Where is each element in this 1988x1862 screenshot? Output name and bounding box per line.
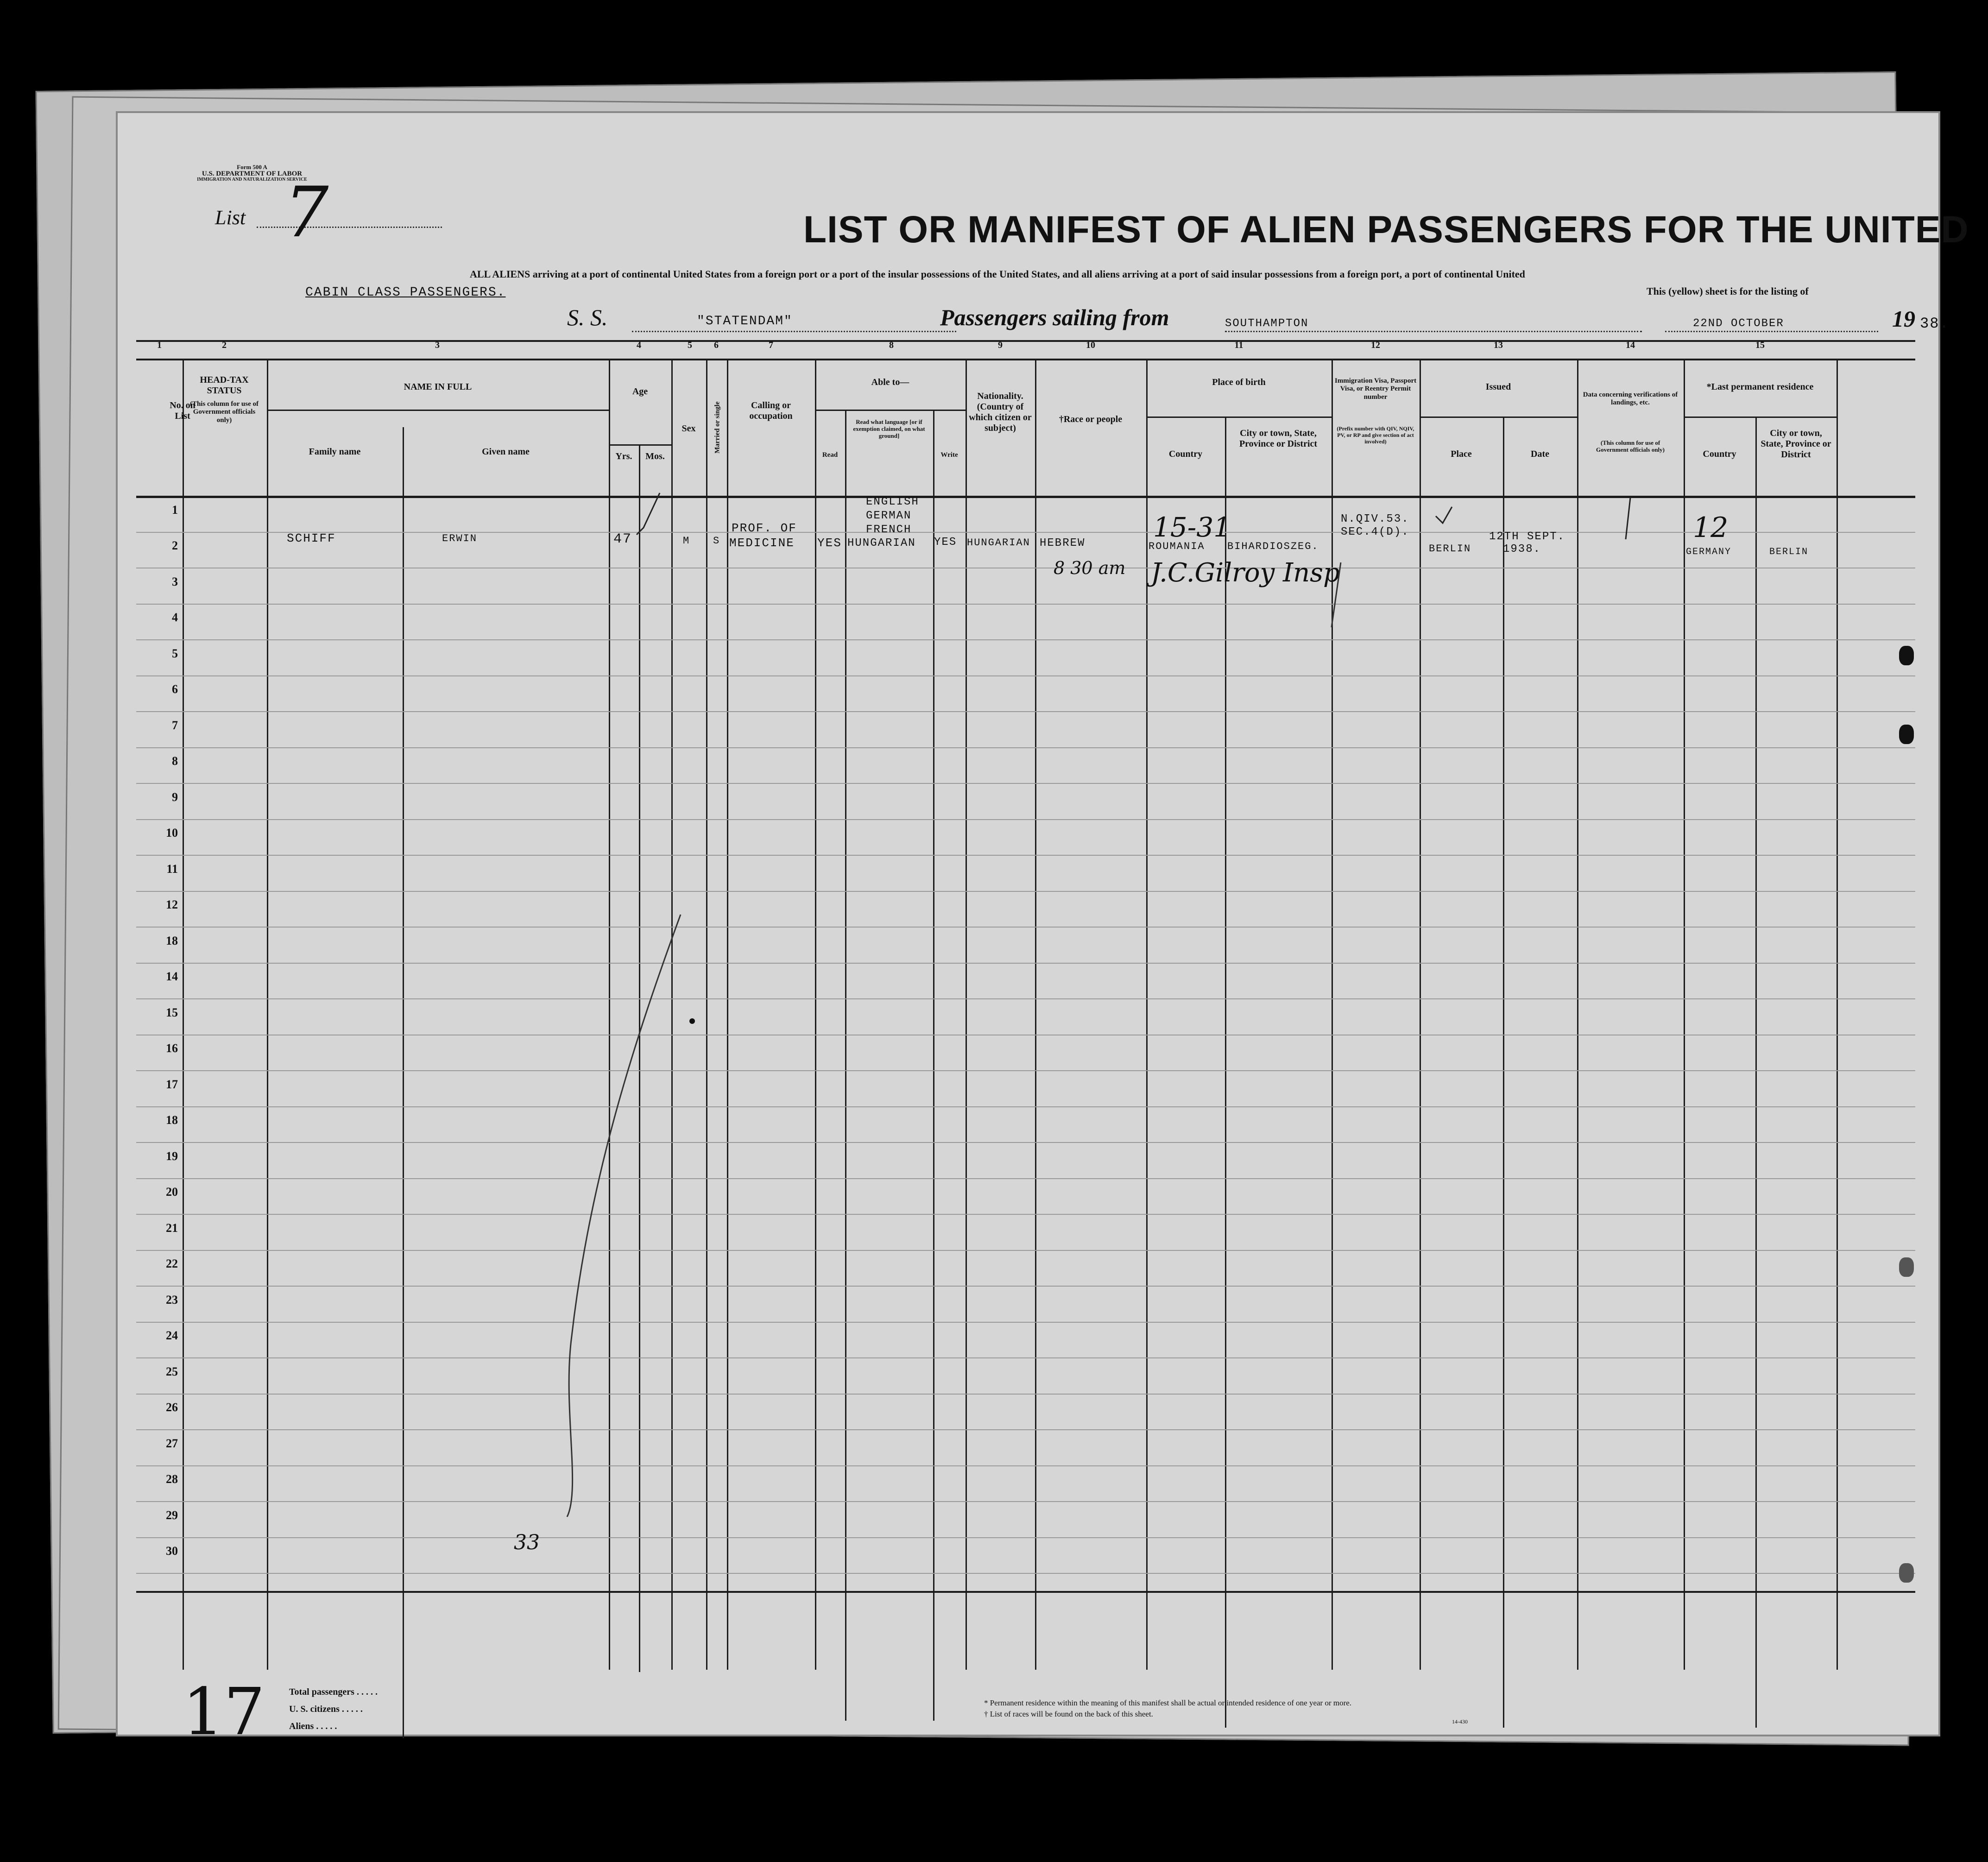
entry-sex: M bbox=[683, 535, 690, 547]
hdr-issued-date: Date bbox=[1531, 449, 1549, 459]
handwritten-residence-code: 12 bbox=[1693, 511, 1729, 544]
entry-nationality: HUNGARIAN bbox=[967, 537, 1030, 549]
visa-check-mark bbox=[1436, 507, 1452, 523]
hdr-write: Write bbox=[940, 451, 958, 459]
list-number-handwritten: 7 bbox=[284, 172, 329, 253]
row-number: 2 bbox=[172, 539, 178, 552]
us-citizens: U. S. citizens . . . . . bbox=[289, 1704, 363, 1714]
check-marks bbox=[136, 340, 1915, 1670]
class-label: CABIN CLASS PASSENGERS. bbox=[305, 285, 506, 300]
row-number: 18 bbox=[166, 934, 178, 947]
handwritten-page-number: 33 bbox=[514, 1531, 540, 1554]
subtitle: ALL ALIENS arriving at a port of continental United States from a foreign port or a port of the insular possessions of the United States, and all aliens arriving at a port of said insular possessions from a foreign port, a port of continental United bbox=[470, 268, 1525, 280]
entry-res-country: GERMANY bbox=[1686, 547, 1732, 557]
hdr-mos: Mos. bbox=[645, 451, 665, 461]
colnum-7: 7 bbox=[769, 340, 773, 350]
entry-lang-2: GERMAN bbox=[866, 510, 912, 522]
sheet-note: This (yellow) sheet is for the listing of bbox=[1647, 285, 1809, 297]
row-number: 12 bbox=[166, 898, 178, 911]
entry-visa-2: SEC.4(D). bbox=[1341, 526, 1409, 538]
handwritten-birth-code: 15-31 bbox=[1153, 511, 1231, 543]
date-line bbox=[1665, 331, 1878, 332]
row-number: 4 bbox=[172, 611, 178, 624]
manifest-table bbox=[136, 340, 1915, 1670]
hdr-read: Read bbox=[822, 451, 838, 459]
hdr-read-language: Read what language [or if exemption claimed, on what ground] bbox=[853, 418, 925, 439]
entry-race: HEBREW bbox=[1040, 537, 1086, 549]
hdr-calling: Calling or occupation bbox=[749, 400, 793, 421]
pencil-stroke bbox=[567, 915, 681, 1517]
signature-underline bbox=[1332, 562, 1341, 627]
entry-issued-date-2: 1938. bbox=[1503, 543, 1541, 555]
row-number: 29 bbox=[166, 1508, 178, 1522]
colnum-9: 9 bbox=[998, 340, 1003, 350]
row-number: 16 bbox=[166, 1041, 178, 1055]
hdr-verification: Data concerning verifications of landings, etc. bbox=[1583, 391, 1678, 407]
hdr-visa: Immigration Visa, Passport Visa, or Reentry Permit number bbox=[1334, 377, 1417, 401]
sailing-label: Passengers sailing from bbox=[940, 304, 1169, 330]
entry-issued-date-1: 12TH SEPT. bbox=[1489, 530, 1565, 543]
hdr-issued-place: Place bbox=[1451, 449, 1472, 459]
row-number: 5 bbox=[172, 646, 178, 660]
row-number: 30 bbox=[166, 1544, 178, 1558]
footer-note-residence: * Permanent residence within the meaning of this manifest shall be actual or intended residence of one year or more. bbox=[984, 1698, 1352, 1707]
footer-code: 14-430 bbox=[1452, 1718, 1468, 1725]
row-number: 25 bbox=[166, 1364, 178, 1378]
service: IMMIGRATION AND NATURALIZATION SERVICE bbox=[197, 177, 307, 183]
hdr-visa-note: (Prefix number with QIV, NQIV, PV, or RP and give section of act involved) bbox=[1337, 425, 1414, 445]
port-line bbox=[1225, 331, 1642, 332]
colnum-5: 5 bbox=[688, 340, 692, 350]
entry-read: YES bbox=[817, 536, 842, 550]
ss-label: S. S. bbox=[567, 304, 608, 330]
colnum-15: 15 bbox=[1755, 340, 1765, 350]
row-number: 9 bbox=[172, 790, 178, 804]
row-number: 3 bbox=[172, 574, 178, 588]
colnum-12: 12 bbox=[1371, 340, 1380, 350]
total-passengers: Total passengers . . . . . bbox=[289, 1687, 378, 1697]
hdr-no-on-list: No. on List bbox=[170, 400, 196, 421]
row-number: 1 bbox=[172, 503, 178, 517]
row-number: 26 bbox=[166, 1401, 178, 1414]
entry-write: YES bbox=[934, 536, 957, 549]
list-label: List bbox=[215, 206, 246, 229]
hdr-verification-note: (This column for use of Government officials only) bbox=[1596, 439, 1665, 453]
hdr-place-of-birth: Place of birth bbox=[1212, 377, 1266, 387]
handwritten-time: 8 30 am bbox=[1054, 558, 1126, 578]
row-number: 14 bbox=[166, 970, 178, 983]
hdr-name-in-full: NAME IN FULL bbox=[404, 382, 472, 392]
row-number: 21 bbox=[166, 1221, 178, 1235]
hdr-res-country: Country bbox=[1703, 449, 1736, 459]
punch-hole bbox=[1899, 1563, 1914, 1583]
row-number: 22 bbox=[166, 1257, 178, 1270]
hdr-race: †Race or people bbox=[1059, 414, 1123, 424]
page-title: LIST OR MANIFEST OF ALIEN PASSENGERS FOR THE UNITED bbox=[803, 208, 1969, 251]
punch-hole bbox=[1899, 1257, 1914, 1277]
entry-birth-city: BIHARDIOSZEG. bbox=[1227, 541, 1319, 552]
colnum-2: 2 bbox=[222, 340, 227, 350]
punch-hole bbox=[1899, 725, 1914, 744]
margin-number: 17 bbox=[183, 1674, 265, 1750]
row-number: 6 bbox=[172, 682, 178, 696]
entry-married: S bbox=[713, 535, 720, 547]
entry-birth-country: ROUMANIA bbox=[1149, 541, 1205, 552]
hdr-age: Age bbox=[632, 386, 648, 397]
row-number: 23 bbox=[166, 1293, 178, 1307]
row-number: 10 bbox=[166, 826, 178, 839]
hdr-yrs: Yrs. bbox=[615, 451, 632, 461]
hdr-able-to: Able to— bbox=[871, 377, 909, 387]
colnum-8: 8 bbox=[889, 340, 894, 350]
hdr-issued: Issued bbox=[1485, 382, 1511, 392]
ship-name: "STATENDAM" bbox=[697, 314, 793, 328]
row-number: 28 bbox=[166, 1472, 178, 1486]
form-number: Form 500 A bbox=[237, 164, 267, 170]
footer-note-races: † List of races will be found on the back of this sheet. bbox=[984, 1709, 1153, 1718]
entry-age: 47 bbox=[613, 531, 632, 547]
ship-line bbox=[632, 331, 956, 332]
colnum-1: 1 bbox=[157, 340, 162, 350]
colnum-4: 4 bbox=[637, 340, 641, 350]
entry-family-name: SCHIFF bbox=[287, 531, 336, 545]
entry-lang-4: HUNGARIAN bbox=[847, 537, 916, 549]
row-number: 27 bbox=[166, 1436, 178, 1450]
colnum-11: 11 bbox=[1234, 340, 1243, 350]
colnum-6: 6 bbox=[714, 340, 719, 350]
entry-lang-3: FRENCH bbox=[866, 524, 912, 536]
hdr-res-city: City or town, State, Province or District bbox=[1761, 428, 1831, 460]
punch-hole bbox=[1899, 646, 1914, 665]
row-number: 18 bbox=[166, 1113, 178, 1127]
hdr-family-name: Family name bbox=[309, 447, 361, 457]
manifest-sheet bbox=[116, 111, 1969, 1750]
hdr-last-residence: *Last permanent residence bbox=[1706, 382, 1814, 392]
hdr-given-name: Given name bbox=[482, 447, 530, 457]
hdr-nationality: Nationality. (Country of which citizen or subject) bbox=[969, 391, 1032, 433]
ink-dot bbox=[689, 1018, 695, 1024]
age-check-mark bbox=[637, 493, 660, 535]
entry-occupation-2: MEDICINE bbox=[729, 536, 795, 550]
inspector-signature: J.C.Gilroy Insp bbox=[1151, 558, 1340, 588]
entry-lang-1: ENGLISH bbox=[866, 496, 919, 508]
row-number: 19 bbox=[166, 1149, 178, 1163]
sailing-date: 22ND OCTOBER bbox=[1693, 317, 1784, 330]
row-number: 8 bbox=[172, 754, 178, 768]
hdr-head-tax-note: (This column for use of Government officials only) bbox=[189, 400, 259, 424]
footer-totals bbox=[289, 1684, 378, 1735]
hdr-head-tax: HEAD-TAX STATUS bbox=[200, 375, 249, 396]
hdr-birth-country: Country bbox=[1168, 449, 1203, 459]
department: U.S. DEPARTMENT OF LABOR bbox=[202, 170, 303, 177]
colnum-14: 14 bbox=[1626, 340, 1635, 350]
row-number: 20 bbox=[166, 1185, 178, 1199]
footer-notes bbox=[984, 1698, 1351, 1720]
year-suffix: 38. bbox=[1920, 315, 1950, 332]
row-number: 11 bbox=[166, 862, 178, 876]
verification-check-mark bbox=[1626, 498, 1630, 539]
colnum-3: 3 bbox=[435, 340, 440, 350]
port-name: SOUTHAMPTON bbox=[1225, 317, 1309, 330]
hdr-birth-city: City or town, State, Province or District bbox=[1239, 428, 1318, 449]
row-number: 24 bbox=[166, 1329, 178, 1342]
entry-visa-1: N.QIV.53. bbox=[1341, 513, 1409, 525]
row-number: 15 bbox=[166, 1005, 178, 1019]
entry-issued-place: BERLIN bbox=[1429, 543, 1471, 555]
entry-res-city: BERLIN bbox=[1769, 547, 1809, 557]
entry-given-name: ERWIN bbox=[442, 533, 478, 544]
row-number: 7 bbox=[172, 718, 178, 732]
year-prefix: 19 bbox=[1892, 306, 1915, 332]
aliens: Aliens . . . . . bbox=[289, 1721, 337, 1731]
colnum-10: 10 bbox=[1086, 340, 1095, 350]
row-number: 17 bbox=[166, 1077, 178, 1091]
hdr-married: Married or single bbox=[713, 401, 721, 454]
colnum-13: 13 bbox=[1494, 340, 1503, 350]
hdr-sex: Sex bbox=[682, 423, 696, 434]
entry-occupation-1: PROF. OF bbox=[732, 521, 797, 535]
